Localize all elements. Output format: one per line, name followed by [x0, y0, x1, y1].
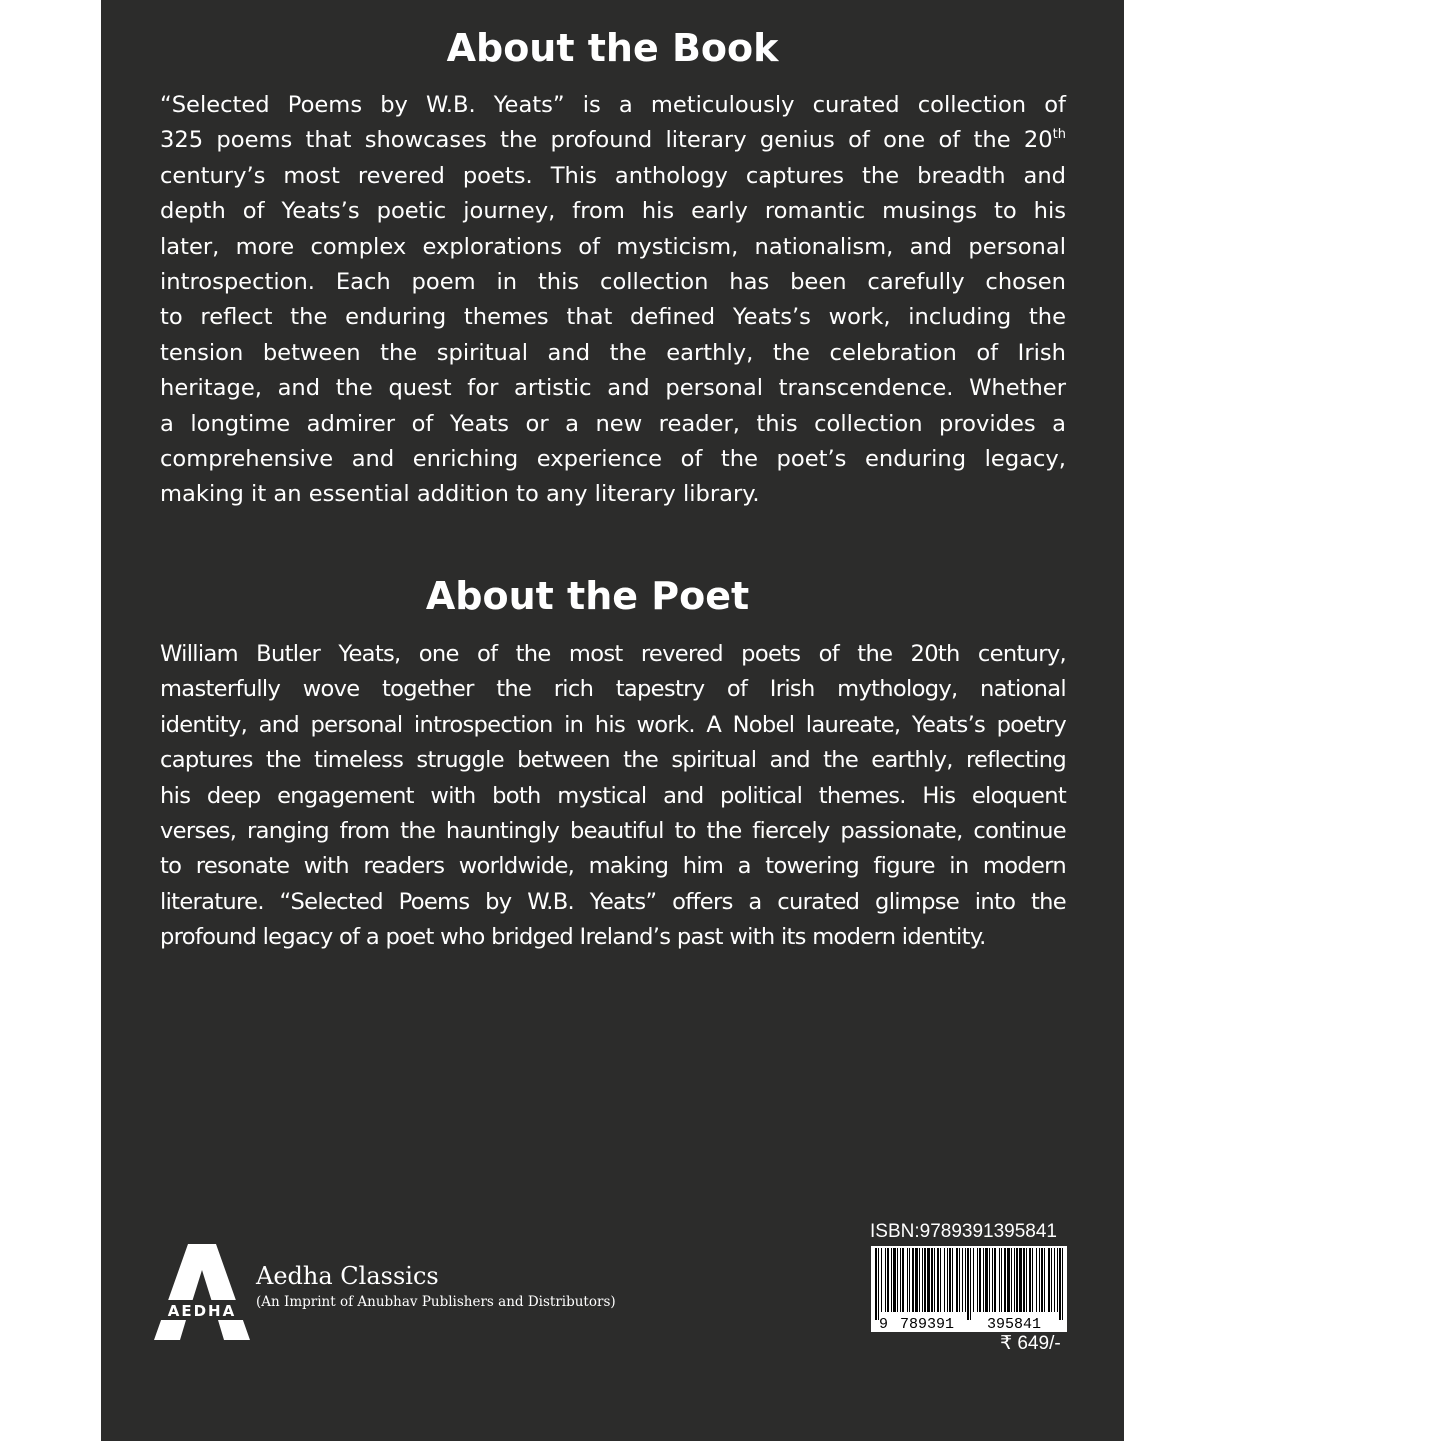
- barcode-bar: [891, 1248, 892, 1312]
- barcode-bar: [922, 1248, 923, 1312]
- barcode-bar: [931, 1248, 933, 1312]
- barcode-bar: [1014, 1248, 1015, 1312]
- barcode-bar: [902, 1248, 904, 1312]
- publisher-name: Aedha Classics: [256, 1262, 439, 1290]
- about-book-heading: About the Book: [446, 26, 779, 70]
- barcode-bar: [962, 1248, 963, 1312]
- barcode-bar: [893, 1248, 896, 1312]
- barcode-bar: [1032, 1248, 1033, 1312]
- barcode-bar: [881, 1248, 882, 1312]
- barcode-bar: [999, 1248, 1000, 1312]
- about-book-line: making it an essential addition to any literary library.: [160, 481, 760, 508]
- about-poet-line: masterfully wove together the rich tapestry of Irish mythology, national: [160, 676, 1066, 703]
- about-book-line: “Selected Poems by W.B. Yeats” is a meticulously curated collection of: [160, 92, 1066, 118]
- aedha-logo: [154, 1240, 250, 1340]
- barcode-bar: [970, 1248, 971, 1320]
- barcode-bar: [1019, 1248, 1022, 1312]
- barcode-bar: [983, 1248, 984, 1312]
- barcode-bar: [940, 1248, 941, 1312]
- barcode-bar: [994, 1248, 996, 1312]
- barcode-bar: [959, 1248, 960, 1312]
- barcode-bar: [1041, 1248, 1043, 1312]
- barcode-bar: [915, 1248, 918, 1312]
- about-poet-heading: About the Poet: [425, 574, 750, 618]
- barcode-bar: [949, 1248, 951, 1312]
- barcode-digit-prefix: 9: [879, 1316, 889, 1332]
- barcode-bar: [919, 1248, 920, 1312]
- barcode-bar: [1036, 1248, 1037, 1312]
- barcode-bar: [1016, 1248, 1018, 1312]
- barcode-digits-right: 395841: [986, 1316, 1042, 1332]
- barcode-bar: [1054, 1248, 1055, 1312]
- barcode-bar: [1048, 1248, 1050, 1312]
- back-cover: [101, 0, 1124, 1441]
- barcode-bar: [1039, 1248, 1040, 1312]
- barcode-bar: [912, 1248, 914, 1312]
- barcode-bar: [1062, 1248, 1063, 1320]
- about-book-line: comprehensive and enriching experience of the poet’s enduring legacy,: [160, 446, 1066, 473]
- barcode-bar: [977, 1248, 978, 1312]
- logo-wordmark: AEDHA: [167, 1302, 237, 1320]
- about-poet-line: profound legacy of a poet who bridged Ireland’s past with its modern identity.: [160, 924, 986, 951]
- about-book-line: introspection. Each poem in this collection has been carefully chosen: [160, 269, 1066, 296]
- barcode-bar: [907, 1248, 908, 1312]
- barcode-bar: [900, 1248, 901, 1312]
- barcode-bar: [1026, 1248, 1027, 1312]
- about-poet-line: identity, and personal introspection in his work. A Nobel laureate, Yeats’s poetry: [160, 711, 1066, 738]
- barcode-bar: [924, 1248, 926, 1312]
- publisher-subtitle: (An Imprint of Anubhav Publishers and Distributors): [256, 1294, 616, 1310]
- about-book-line: to reflect the enduring themes that defined Yeats’s work, including the: [160, 304, 1066, 331]
- barcode-bar: [1029, 1248, 1031, 1312]
- barcode-bar: [885, 1248, 886, 1312]
- barcode-bar: [878, 1248, 879, 1320]
- about-book-line: heritage, and the quest for artistic and personal transcendence. Whether: [160, 375, 1066, 402]
- barcode-bar: [887, 1248, 889, 1312]
- barcode-bar: [1059, 1248, 1061, 1320]
- about-book-line: later, more complex explorations of mysticism, nationalism, and personal: [160, 233, 1066, 260]
- barcode-bar: [944, 1248, 945, 1312]
- barcode-bar: [1001, 1248, 1002, 1312]
- barcode-bar: [967, 1248, 969, 1320]
- about-book-line: tension between the spiritual and the earthly, the celebration of Irish: [160, 339, 1066, 366]
- barcode-bar: [956, 1248, 958, 1312]
- about-book-line: 325 poems that showcases the profound literary genius of one of the 20th: [160, 127, 1066, 154]
- about-book-line: depth of Yeats’s poetic journey, from his early romantic musings to his: [160, 198, 1066, 225]
- barcode-bar: [985, 1248, 988, 1312]
- barcode-bar: [965, 1248, 966, 1312]
- barcode-bar: [1023, 1248, 1025, 1312]
- price-label: ₹ 649/-: [1000, 1333, 1061, 1354]
- about-poet-line: captures the timeless struggle between the spiritual and the earthly, reflecting: [160, 747, 1066, 774]
- about-book-line: century’s most revered poets. This anthology captures the breadth and: [160, 162, 1066, 189]
- about-poet-line: William Butler Yeats, one of the most revered poets of the 20th century,: [160, 641, 1066, 667]
- about-poet-line: his deep engagement with both mystical and political themes. His eloquent: [160, 782, 1066, 809]
- barcode-bar: [952, 1248, 953, 1312]
- barcode-bar: [1057, 1248, 1058, 1312]
- about-poet-line: to resonate with readers worldwide, making him a towering figure in modern: [160, 853, 1066, 880]
- about-book-line: a longtime admirer of Yeats or a new reader, this collection provides a: [160, 410, 1066, 437]
- superscript-th: th: [1052, 127, 1066, 143]
- barcode-bar: [1004, 1248, 1006, 1312]
- barcode-bar: [1051, 1248, 1052, 1312]
- barcode-bar: [979, 1248, 981, 1312]
- barcode-bar: [937, 1248, 939, 1312]
- barcode-bar: [1044, 1248, 1045, 1312]
- barcode-bar: [947, 1248, 948, 1312]
- barcode-bar: [934, 1248, 935, 1312]
- barcode-bar: [927, 1248, 930, 1312]
- isbn-label: ISBN:9789391395841: [870, 1221, 1057, 1242]
- barcode-bar: [1007, 1248, 1010, 1312]
- barcode-bar: [909, 1248, 910, 1312]
- about-book-paragraph: [160, 88, 1066, 513]
- barcode-bar: [992, 1248, 993, 1312]
- barcode-bar: [989, 1248, 990, 1312]
- isbn-barcode: [871, 1246, 1067, 1332]
- about-poet-line: verses, ranging from the hauntingly beautiful to the fiercely passionate, continue: [160, 818, 1066, 845]
- barcode-bar: [973, 1248, 974, 1312]
- barcode-bar: [1011, 1248, 1012, 1312]
- barcode-bar: [875, 1248, 877, 1320]
- barcode-digits-left: 789391: [899, 1316, 955, 1332]
- barcode-bar: [897, 1248, 898, 1312]
- about-poet-line: literature. “Selected Poems by W.B. Yeats” offers a curated glimpse into the: [160, 888, 1066, 915]
- about-poet-paragraph: [160, 637, 1066, 956]
